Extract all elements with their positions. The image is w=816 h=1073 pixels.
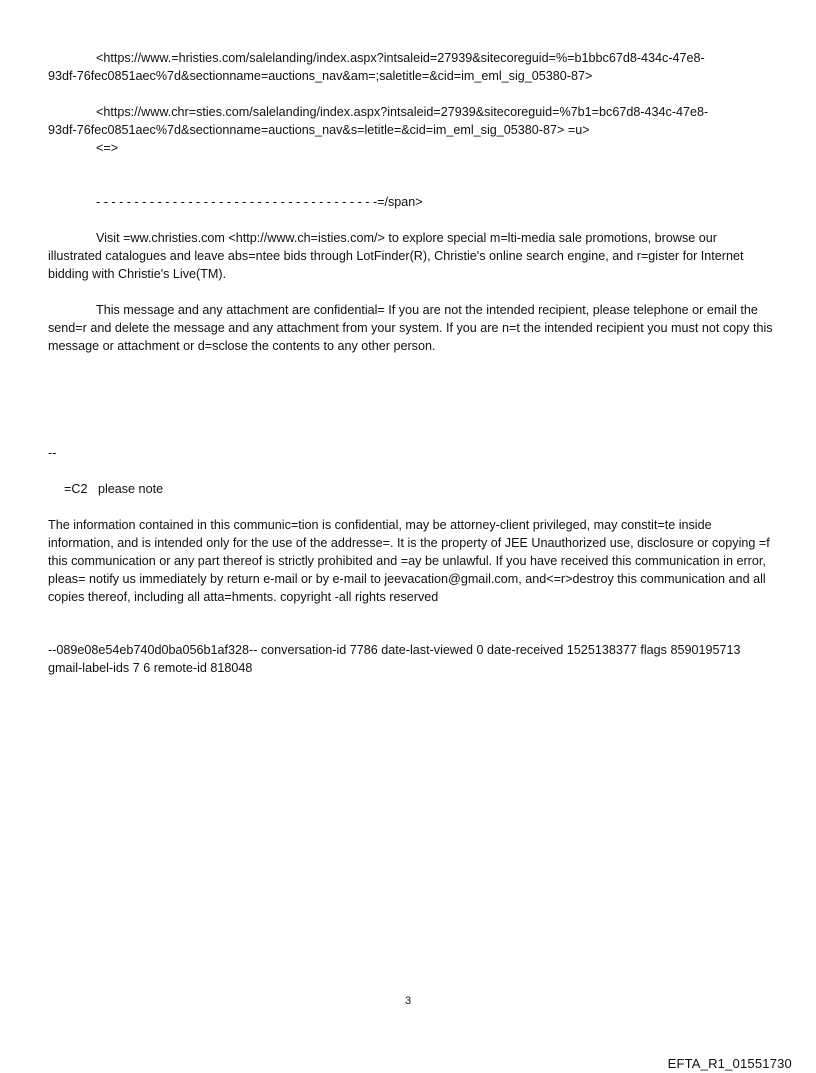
url-line: 93df-76fec0851aec%7d&sectionname=auctions_nav&s=letitle=&cid=im_eml_sig_05380-87> =u> [48, 123, 590, 137]
metadata-paragraph: --089e08e54eb740d0ba056b1af328-- conversation-id 7786 date-last-viewed 0 date-received 1525138377 flags 8590195713 gmail-label-ids 7 6 remote-id 818048 [48, 643, 741, 675]
confidential-paragraph: This message and any attachment are confidential= If you are not the intended recipient, please telephone or email the send=r and delete the message and any attachment from your system. If you are n=t the intended recipient you must not copy this message or attachment or d=sclose the contents to any other person. [48, 303, 773, 353]
bates-number: EFTA_R1_01551730 [667, 1056, 792, 1071]
url-line: 93df-76fec0851aec%7d&sectionname=auctions_nav&am=;saletitle=&cid=im_eml_sig_05380-87> [48, 69, 593, 83]
url-line: <=> [96, 141, 119, 155]
info-paragraph: The information contained in this communic=tion is confidential, may be attorney-client privileged, may constit=te inside information, and is intended only for the use of the addresse=. It is the property of JEE Unauthorized use, disclosure or copying =f this communication or any part thereof is strictly prohibited and =ay be unlawful. If you have received this communication in error, pleas= notify us immediately by return e-mail or by e-mail to jeevacation@gmail.com, and<=r>destroy this communication and all copies thereof, including all atta=hments. copyright -all rights reserved [48, 518, 770, 604]
page-number: 3 [404, 995, 412, 1007]
url-block-2 [48, 103, 773, 157]
signature-dashes: -- [48, 446, 57, 460]
separator-line: - - - - - - - - - - - - - - - - - - - - - - - - - - - - - - - - - - - - -=/span> [96, 195, 423, 209]
url-block-1 [48, 49, 773, 85]
url-line: <https://www.=hristies.com/salelanding/index.aspx?intsaleid=27939&sitecoreguid=%=b1bbc67d8-434c-47e8- [96, 51, 705, 65]
visit-paragraph: Visit =ww.christies.com <http://www.ch=isties.com/> to explore special m=lti-media sale promotions, browse our illustrated catalogues and leave abs=ntee bids through LotFinder(R), Christie's online search engine, and r=gister for Internet bidding with Christie's Live(TM). [48, 231, 744, 281]
url-line: <https://www.chr=sties.com/salelanding/index.aspx?intsaleid=27939&sitecoreguid=%7b1=bc67d8-434c-47e8- [96, 105, 709, 119]
note-line: =C2 please note [64, 482, 164, 496]
